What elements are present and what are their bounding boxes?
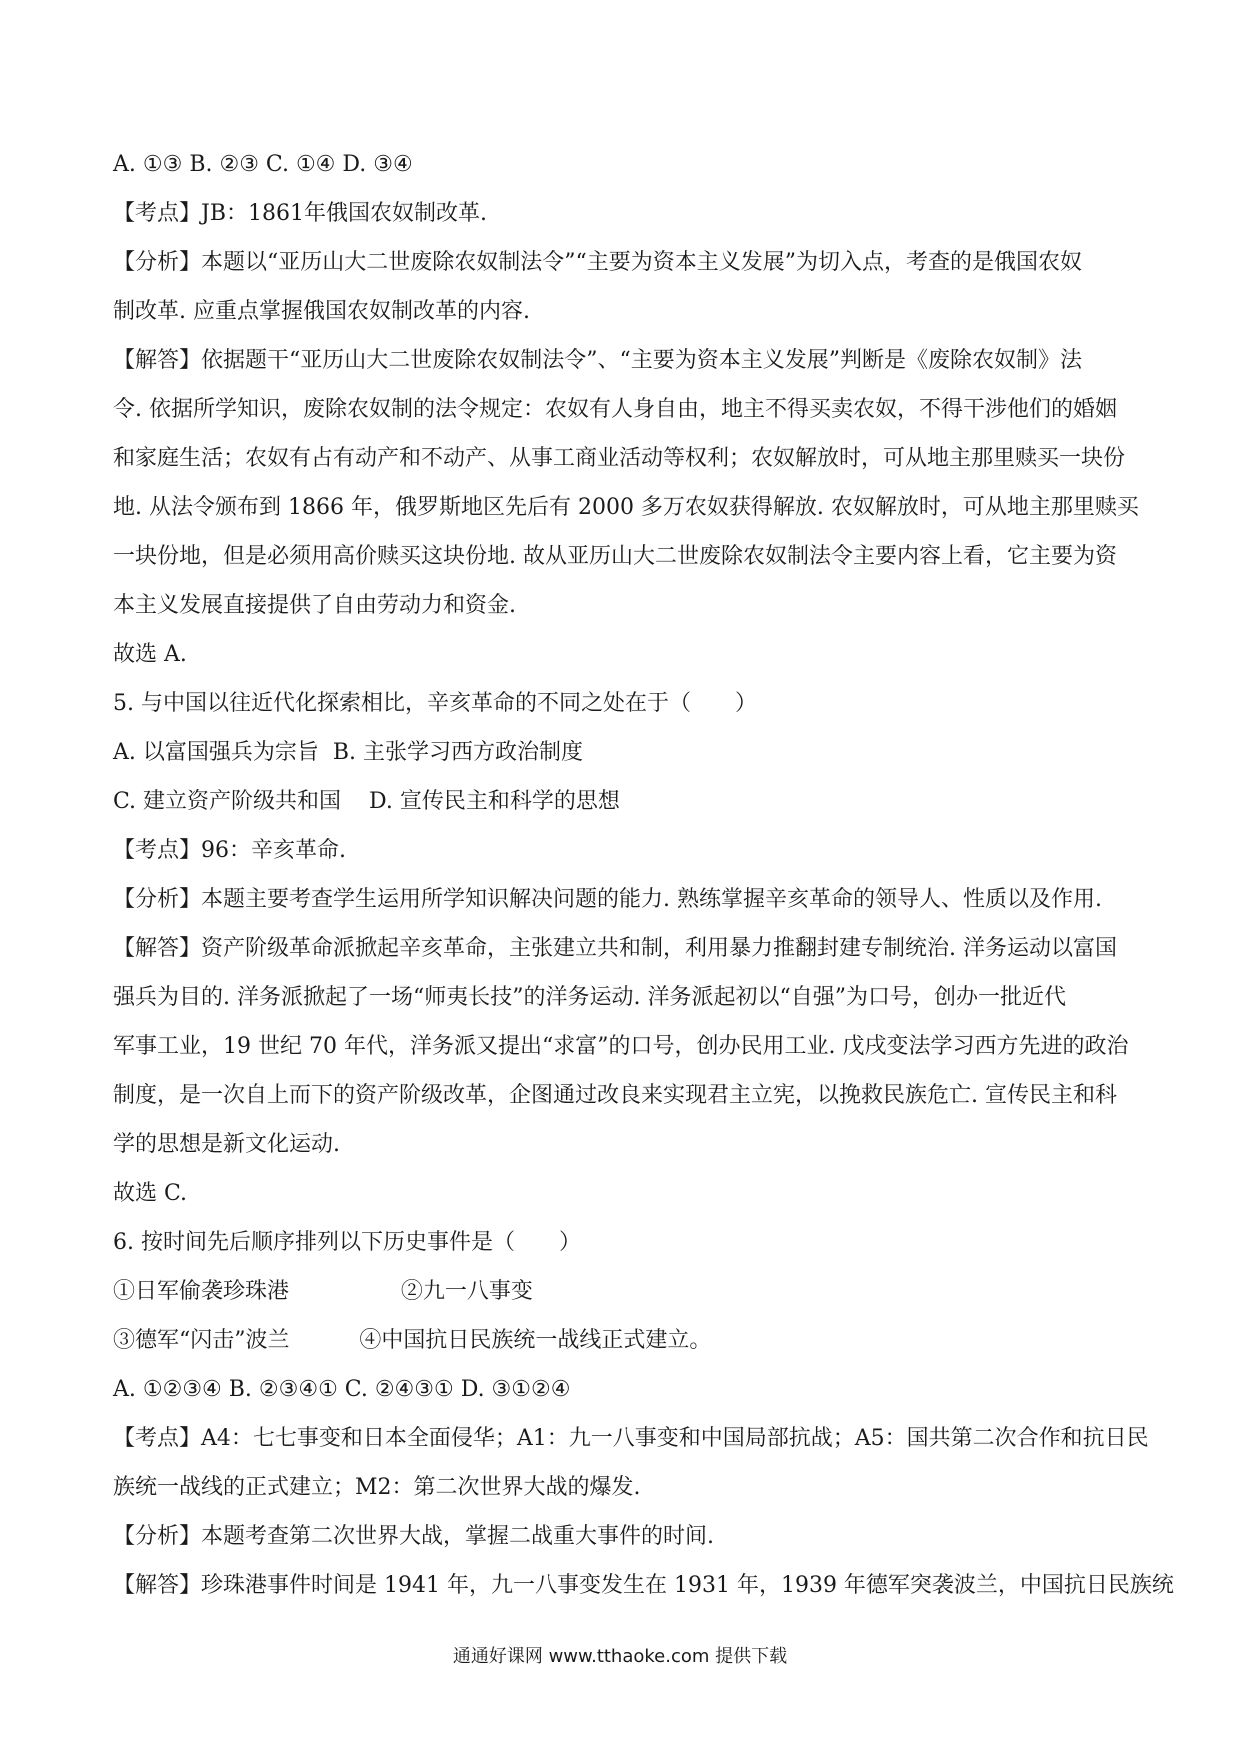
question-6-events-34: ③德军“闪击”波兰 ④中国抗日民族统一战线正式建立。	[113, 1328, 712, 1353]
document-body	[113, 140, 1174, 1610]
question-6-events-12: ①日军偷袭珍珠港 ②九一八事变	[113, 1279, 533, 1304]
answer-options-q4: A. ①③ B. ②③ C. ①④ D. ③④	[113, 152, 413, 177]
solution-q5-line2: 强兵为目的. 洋务派掀起了一场“师夷长技”的洋务运动. 洋务派起初以“自强”为口号，创办一批近代	[113, 985, 1066, 1010]
knowledge-point-q6-line2: 族统一战线的正式建立；M2：第二次世界大战的爆发.	[113, 1475, 641, 1500]
knowledge-point-q4: 【考点】JB：1861年俄国农奴制改革.	[113, 201, 487, 226]
analysis-q4-line1: 【分析】本题以“亚历山大二世废除农奴制法令”“主要为资本主义发展”为切入点，考查的是俄国农奴	[113, 250, 1082, 275]
solution-q4-line6: 本主义发展直接提供了自由劳动力和资金.	[113, 593, 516, 618]
page-footer: 通通好课网 www.tthaoke.com 提供下载	[452, 1646, 788, 1667]
answer-choice-q5: 故选 C.	[113, 1181, 188, 1206]
solution-q5-line1: 【解答】资产阶级革命派掀起辛亥革命，主张建立共和制，利用暴力推翻封建专制统治. 洋务运动以富国	[113, 936, 1117, 961]
knowledge-point-q6-line1: 【考点】A4：七七事变和日本全面侵华；A1：九一八事变和中国局部抗战；A5：国共第二次合作和抗日民	[113, 1426, 1149, 1451]
question-5-stem: 5. 与中国以往近代化探索相比，辛亥革命的不同之处在于（ ）	[113, 691, 757, 716]
question-6-stem: 6. 按时间先后顺序排列以下历史事件是（ ）	[113, 1230, 581, 1255]
solution-q4-line4: 地. 从法令颁布到 1866 年，俄罗斯地区先后有 2000 多万农奴获得解放. 农奴解放时，可从地主那里赎买	[113, 495, 1139, 520]
solution-q5-line5: 学的思想是新文化运动.	[113, 1132, 340, 1157]
solution-q4-line2: 令. 依据所学知识，废除农奴制的法令规定：农奴有人身自由，地主不得买卖农奴，不得干涉他们的婚姻	[113, 397, 1117, 422]
question-6-options: A. ①②③④ B. ②③④① C. ②④③① D. ③①②④	[113, 1377, 571, 1402]
question-5-options-ab: A. 以富国强兵为宗旨 B. 主张学习西方政治制度	[113, 740, 584, 765]
answer-choice-q4: 故选 A.	[113, 642, 187, 667]
solution-q6-line1: 【解答】珍珠港事件时间是 1941 年，九一八事变发生在 1931 年，1939 年德军突袭波兰，中国抗日民族统	[113, 1573, 1174, 1598]
analysis-q5: 【分析】本题主要考查学生运用所学知识解决问题的能力. 熟练掌握辛亥革命的领导人、性质以及作用.	[113, 887, 1102, 912]
solution-q4-line1: 【解答】依据题干“亚历山大二世废除农奴制法令”、“主要为资本主义发展”判断是《废除农奴制》法	[113, 348, 1082, 373]
solution-q5-line4: 制度，是一次自上而下的资产阶级改革，企图通过改良来实现君主立宪，以挽救民族危亡. 宣传民主和科	[113, 1083, 1117, 1108]
analysis-q6: 【分析】本题考查第二次世界大战，掌握二战重大事件的时间.	[113, 1524, 714, 1549]
solution-q4-line3: 和家庭生活；农奴有占有动产和不动产、从事工商业活动等权利；农奴解放时，可从地主那里赎买一块份	[113, 446, 1126, 471]
solution-q5-line3: 军事工业，19 世纪 70 年代，洋务派又提出“求富”的口号，创办民用工业. 戊戌变法学习西方先进的政治	[113, 1034, 1129, 1059]
solution-q4-line5: 一块份地，但是必须用高价赎买这块份地. 故从亚历山大二世废除农奴制法令主要内容上看，它主要为资	[113, 544, 1117, 569]
knowledge-point-q5: 【考点】96：辛亥革命.	[113, 838, 346, 863]
question-5-options-cd: C. 建立资产阶级共和国 D. 宣传民主和科学的思想	[113, 789, 620, 814]
analysis-q4-line2: 制改革. 应重点掌握俄国农奴制改革的内容.	[113, 299, 530, 324]
